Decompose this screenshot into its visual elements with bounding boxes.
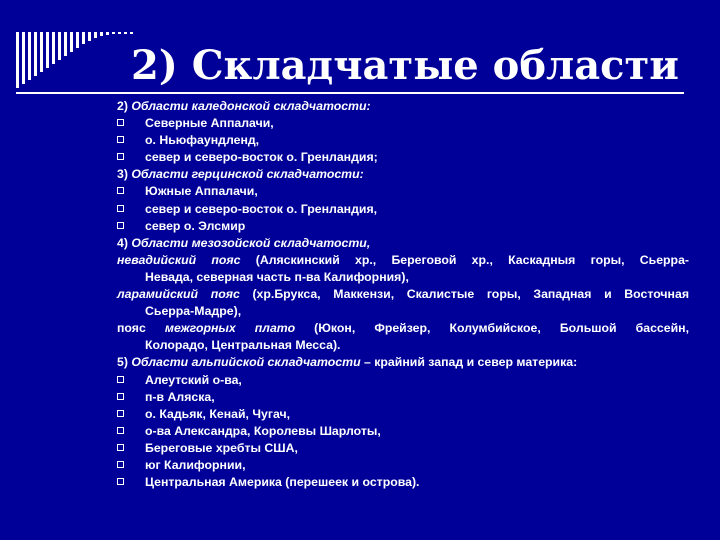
list-item-text: Южные Аппалачи,: [145, 184, 258, 199]
section-number: 2): [117, 99, 128, 113]
list-item: [117, 457, 689, 474]
list-item-text: Алеутский о-ва,: [145, 372, 242, 387]
list-item: [117, 423, 689, 440]
square-bullet-icon: [117, 393, 124, 400]
list-item: [117, 389, 689, 406]
square-bullet-icon: [117, 461, 124, 468]
square-bullet-icon: [117, 410, 124, 417]
square-bullet-icon: [117, 444, 124, 451]
list-item-text: север и северо-восток о. Гренландия;: [145, 150, 378, 165]
section-number: 4): [117, 235, 128, 250]
section-heading-mesozoic: [117, 235, 689, 252]
decor-bar: [130, 32, 133, 34]
list-item-text: о. Ньюфаундленд,: [145, 133, 260, 148]
list-item-text: Центральная Америка (перешеек и острова).: [145, 475, 420, 490]
belt-description: (Юкон, Фрейзер, Колумбийское, Большой бассейн,: [314, 321, 689, 336]
list-item-text: Северные Аппалачи,: [145, 116, 274, 131]
square-bullet-icon: [117, 187, 124, 194]
square-bullet-icon: [117, 478, 124, 485]
list-item: [117, 115, 689, 132]
decor-bar: [94, 32, 97, 38]
laramide-belt-continuation: [117, 303, 689, 320]
list-item: [117, 201, 689, 218]
nevada-belt-line: [117, 252, 689, 269]
square-bullet-icon: [117, 376, 124, 383]
list-item: [117, 440, 689, 457]
list-item: [117, 372, 689, 389]
decor-bar: [124, 32, 127, 34]
belt-term: межгорных плато: [164, 321, 296, 336]
section-number: 3): [117, 167, 128, 182]
list-item-text: юг Калифорнии,: [145, 457, 246, 472]
plateau-belt-line: [117, 320, 689, 337]
list-item: [117, 406, 689, 423]
section-heading-hercynian: [117, 166, 689, 183]
laramide-belt-line: [117, 286, 689, 303]
title-underline: [16, 92, 684, 94]
belt-description-cont: Сьерра-Мадре),: [145, 304, 242, 319]
square-bullet-icon: [117, 205, 124, 212]
belt-prefix: пояс: [117, 321, 146, 336]
nevada-belt-continuation: [117, 269, 689, 286]
section-subtitle: – крайний запад и север материка:: [364, 355, 578, 370]
decor-bar: [100, 32, 103, 36]
belt-term: ларамийский пояс: [117, 287, 240, 302]
list-item-text: о. Кадьяк, Кенай, Чугач,: [145, 406, 291, 421]
list-item: [117, 218, 689, 235]
square-bullet-icon: [117, 153, 124, 160]
belt-description: (хр.Брукса, Маккензи, Скалистые горы, Западная и Восточная: [252, 287, 689, 302]
slide-body: [117, 98, 689, 491]
decor-bar: [118, 32, 121, 34]
square-bullet-icon: [117, 136, 124, 143]
section-heading-alpine: [117, 354, 689, 371]
belt-term: невадийский пояс: [117, 252, 241, 267]
section-number: 5): [117, 355, 128, 370]
section-title: Области альпийской складчатости: [131, 355, 361, 370]
belt-description-cont: Невада, северная часть п-ва Калифорния),: [145, 269, 409, 284]
list-item-text: север и северо-восток о. Гренландия,: [145, 201, 378, 216]
belt-description: (Аляскинский хр., Береговой хр., Каскадныя горы, Сьерра-: [255, 252, 690, 267]
list-item: [117, 149, 689, 166]
decor-bar: [112, 32, 115, 34]
section-title: Области мезозойской складчатости,: [131, 235, 371, 250]
section-title: Области герцинской складчатости:: [131, 167, 364, 182]
section-title: Области каледонской складчатости:: [131, 99, 371, 113]
list-item: [117, 474, 689, 491]
list-item-text: о-ва Александра, Королевы Шарлоты,: [145, 423, 381, 438]
square-bullet-icon: [117, 427, 124, 434]
belt-description-cont: Колорадо, Центральная Месса).: [145, 338, 341, 353]
slide-title: 2) Складчатые области: [131, 42, 679, 89]
list-item-text: север о. Элсмир: [145, 218, 246, 233]
section-heading-caledonian: [117, 98, 689, 115]
decor-bar: [106, 32, 109, 35]
square-bullet-icon: [117, 119, 124, 126]
list-item: [117, 183, 689, 200]
list-item-text: п-в Аляска,: [145, 389, 215, 404]
square-bullet-icon: [117, 222, 124, 229]
list-item: [117, 132, 689, 149]
plateau-belt-continuation: [117, 337, 689, 354]
list-item-text: Береговые хребты США,: [145, 440, 298, 455]
